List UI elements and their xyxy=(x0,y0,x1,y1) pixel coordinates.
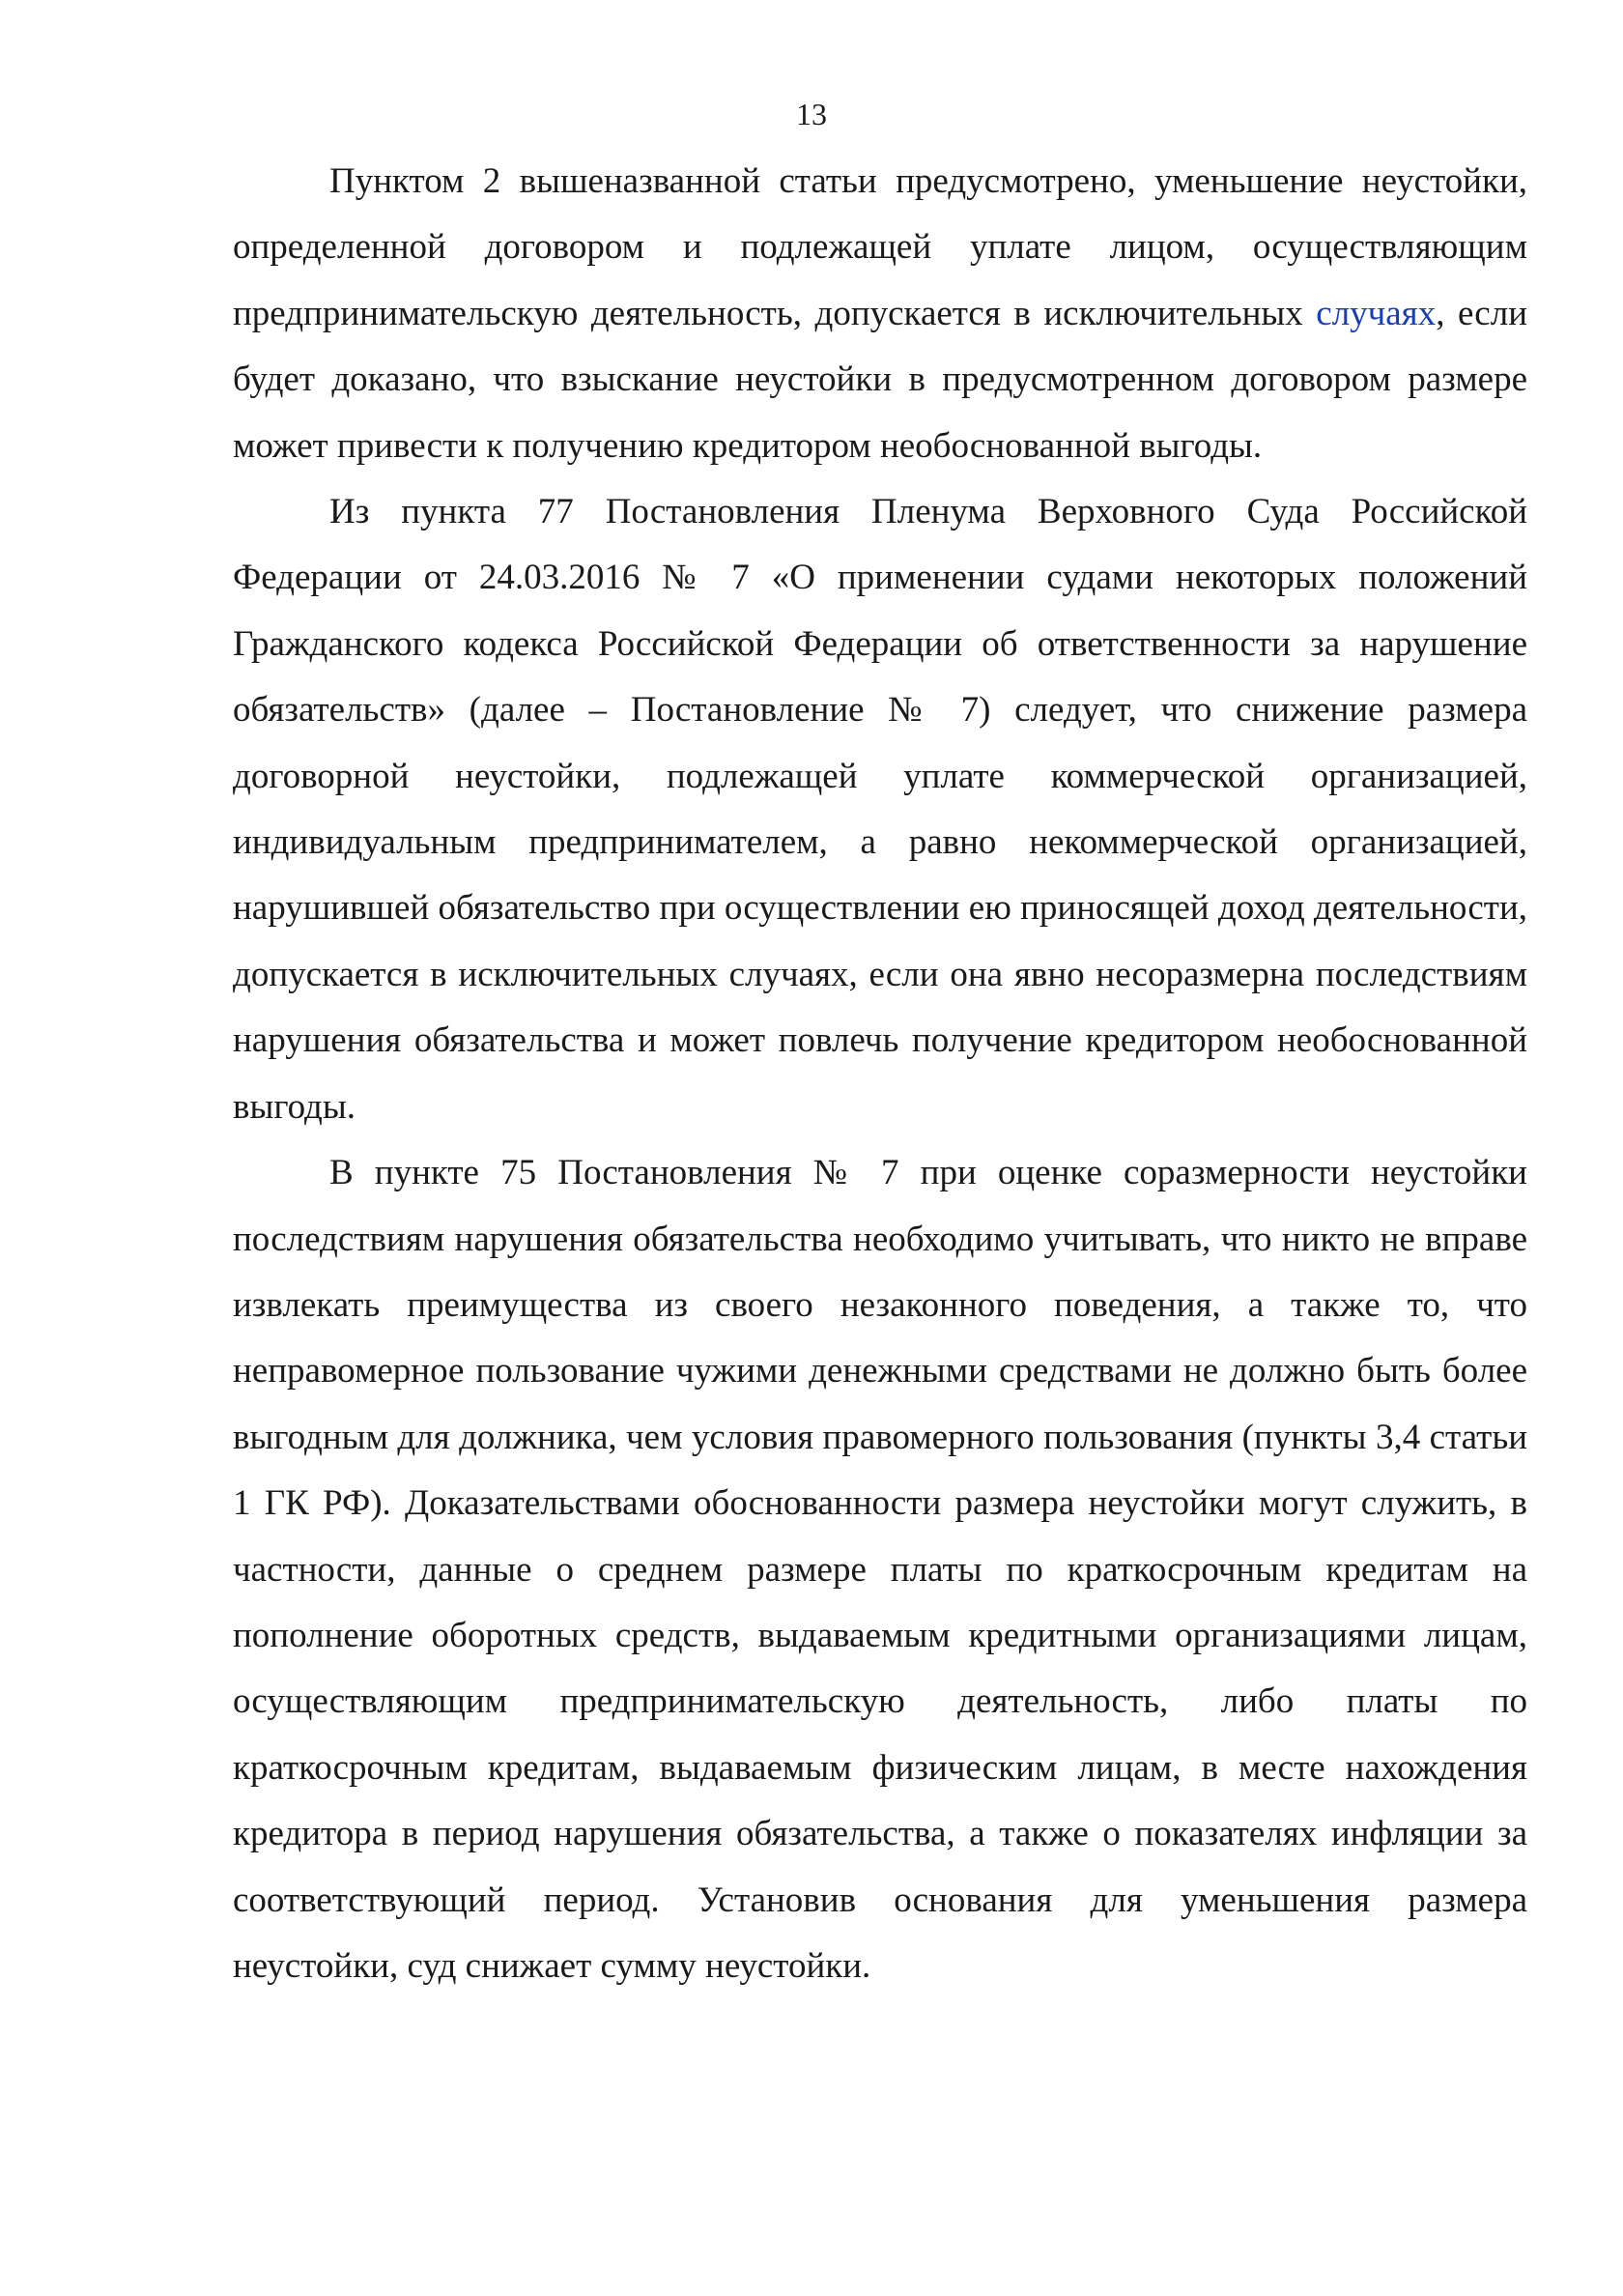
paragraph-reduction-of-penalty xyxy=(233,149,1527,479)
paragraph-text: Пунктом 2 вышеназванной статьи предусмотрено, уменьшение неустойки, определенной договором и подлежащей уплате лицом, осуществляющим предпринимательскую деятельность, допускается в исключительных xyxy=(233,161,1527,333)
paragraph-proportionality-assessment: В пункте 75 Постановления № 7 при оценке соразмерности неустойки последствиям нарушения обязательства необходимо учитывать, что никто не вправе извлекать преимущества из своего незаконного поведения, а также то, что неправомерное пользование чужими денежными средствами не должно быть более выгодным для должника, чем условия правомерного пользования (пункты 3,4 статьи 1 ГК РФ). Доказательствами обоснованности размера неустойки могут служить, в частности, данные о среднем размере платы по краткосрочным кредитам на пополнение оборотных средств, выдаваемым кредитными организациями лицам, осуществляющим предпринимательскую деятельность, либо платы по краткосрочным кредитам, выдаваемым физическим лицам, в месте нахождения кредитора в период нарушения обязательства, а также о показателях инфляции за соответствующий период. Установив основания для уменьшения размера неустойки, суд снижает сумму неустойки. xyxy=(233,1153,1527,1986)
page-number: 13 xyxy=(796,97,827,131)
paragraph-plenum-resolution: Из пункта 77 Постановления Пленума Верховного Суда Российской Федерации от 24.03.2016 № 7 «О применении судами некоторых положений Гражданского кодекса Российской Федерации об ответственности за нарушение обязательств» (далее – Постановление № 7) следует, что снижение размера договорной неустойки, подлежащей уплате коммерческой организацией, индивидуальным предпринимателем, а равно некоммерческой организацией, нарушившей обязательство при осуществлении ею приносящей доход деятельности, допускается в исключительных случаях, если она явно несоразмерна последствиям нарушения обязательства и может повлечь получение кредитором необоснованной выгоды. xyxy=(233,492,1527,1127)
cases-link[interactable]: случаях xyxy=(1316,293,1437,333)
paragraph-text: , если будет доказано, что взыскание неустойки в предусмотренном договором размере может привести к получению кредитором необоснованной выгоды. xyxy=(233,293,1527,466)
document-body xyxy=(233,149,1527,1999)
